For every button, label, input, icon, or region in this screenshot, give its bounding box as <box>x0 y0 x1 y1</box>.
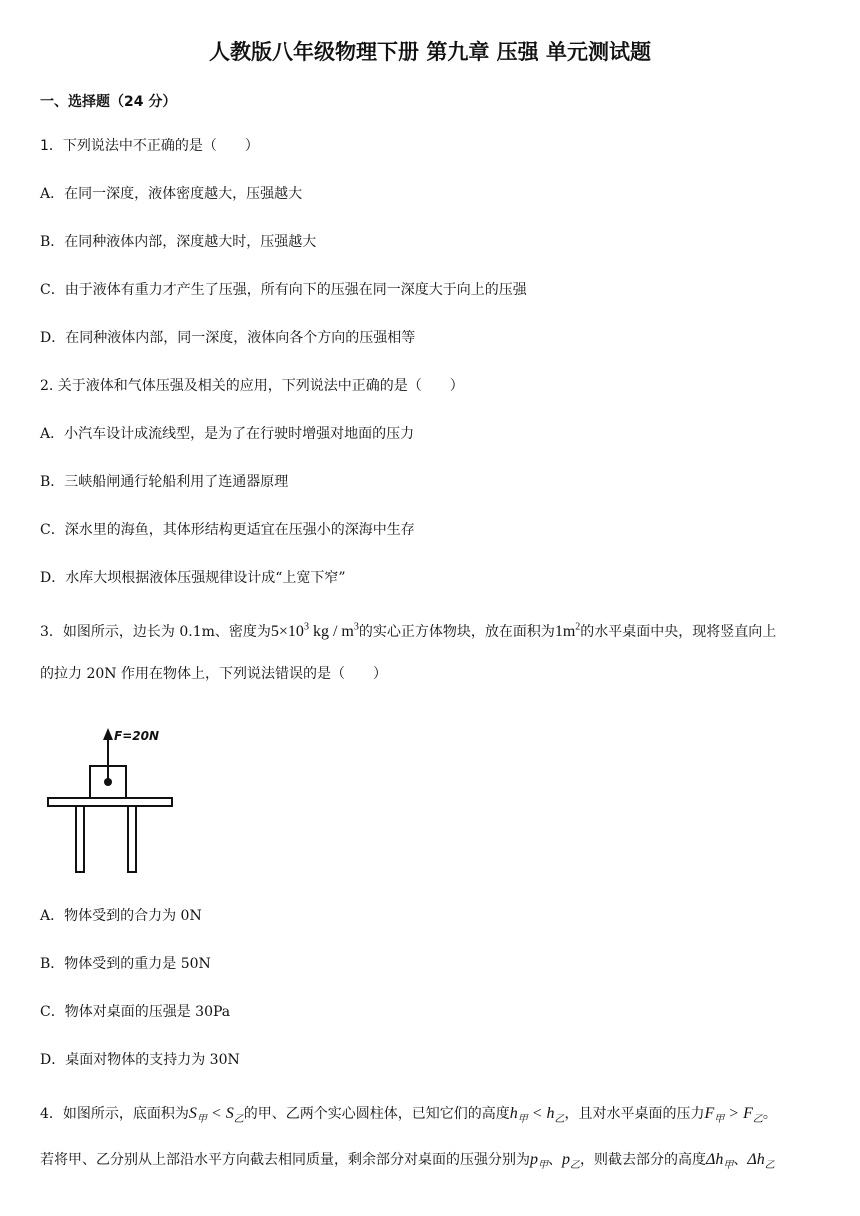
question-1-option-b: B．在同种液体内部，深度越大时，压强越大 <box>40 234 317 250</box>
area-value: $1m^2$ <box>554 621 581 640</box>
document-title: 人教版八年级物理下册 第九章 压强 单元测试题 <box>209 40 651 64</box>
pressure-symbols: $p_甲$、$p_乙$ <box>530 1151 580 1172</box>
area-comparison: $S_甲 < S_乙$ <box>188 1105 244 1126</box>
q3-text-c: 的水平桌面中央，现将竖直向上 <box>580 624 777 640</box>
q3-text-a: 3．如图所示，边长为 0.1m、密度为 <box>40 624 271 640</box>
question-1-option-a: A．在同一深度，液体密度越大，压强越大 <box>40 186 303 202</box>
question-3-option-c: C．物体对桌面的压强是 30Pa <box>40 1004 231 1020</box>
question-2-stem: 2. 关于液体和气体压强及相关的应用，下列说法中正确的是（ ） <box>40 378 464 394</box>
question-1-option-c: C．由于液体有重力才产生了压强，所有向下的压强在同一深度大于向上的压强 <box>40 282 527 298</box>
question-1-option-d: D．在同种液体内部，同一深度，液体向各个方向的压强相等 <box>40 330 416 346</box>
force-label: F=20N <box>114 729 159 743</box>
question-3-option-a: A．物体受到的合力为 0N <box>40 908 202 924</box>
question-1-stem: 1．下列说法中不正确的是（ ） <box>40 138 259 154</box>
density-value: $5\times 10^3$ kg / $m^3$ <box>270 621 359 640</box>
question-3-option-b: B．物体受到的重力是 50N <box>40 956 211 972</box>
section-heading-choice: 一、选择题（24 分） <box>40 94 177 110</box>
height-comparison: $h_甲 < h_乙$ <box>509 1105 565 1126</box>
question-3-option-d: D．桌面对物体的支持力为 30N <box>40 1052 240 1068</box>
question-3-stem-line1 <box>40 622 776 642</box>
question-3-figure <box>40 718 180 878</box>
question-2-option-a: A．小汽车设计成流线型，是为了在行驶时增强对地面的压力 <box>40 426 415 442</box>
question-3-stem-line2: 的拉力 20N 作用在物体上，下列说法错误的是（ ） <box>40 666 387 682</box>
table-diagram <box>48 798 172 872</box>
question-2-option-d: D．水库大坝根据液体压强规律设计成“上宽下窄” <box>40 570 346 586</box>
question-2-option-b: B．三峡船闸通行轮船利用了连通器原理 <box>40 474 289 490</box>
question-4-stem-line2: 若将甲、乙分别从上部沿水平方向截去相同质量，剩余部分对桌面的压强分别为$p_甲$、$p_乙$，则截去部分的高度$\Delta h_甲$、$\Delta h_乙$ <box>40 1151 775 1172</box>
height-change-symbols: $\Delta h_甲$、$\Delta h_乙$ <box>706 1151 775 1172</box>
force-comparison: $F_甲 > F_乙$ <box>704 1105 763 1126</box>
q3-text-b: 的实心正方体物块，放在面积为 <box>358 624 555 640</box>
force-arrow-head <box>103 728 113 740</box>
question-2-option-c: C．深水里的海鱼，其体形结构更适宜在压强小的深海中生存 <box>40 522 415 538</box>
question-4-stem-line1: 4．如图所示，底面积为$S_甲 < S_乙$的甲、乙两个实心圆柱体，已知它们的高度$h_甲 < h_乙$，且对水平桌面的压力$F_甲 > F_乙$。 <box>40 1105 777 1126</box>
